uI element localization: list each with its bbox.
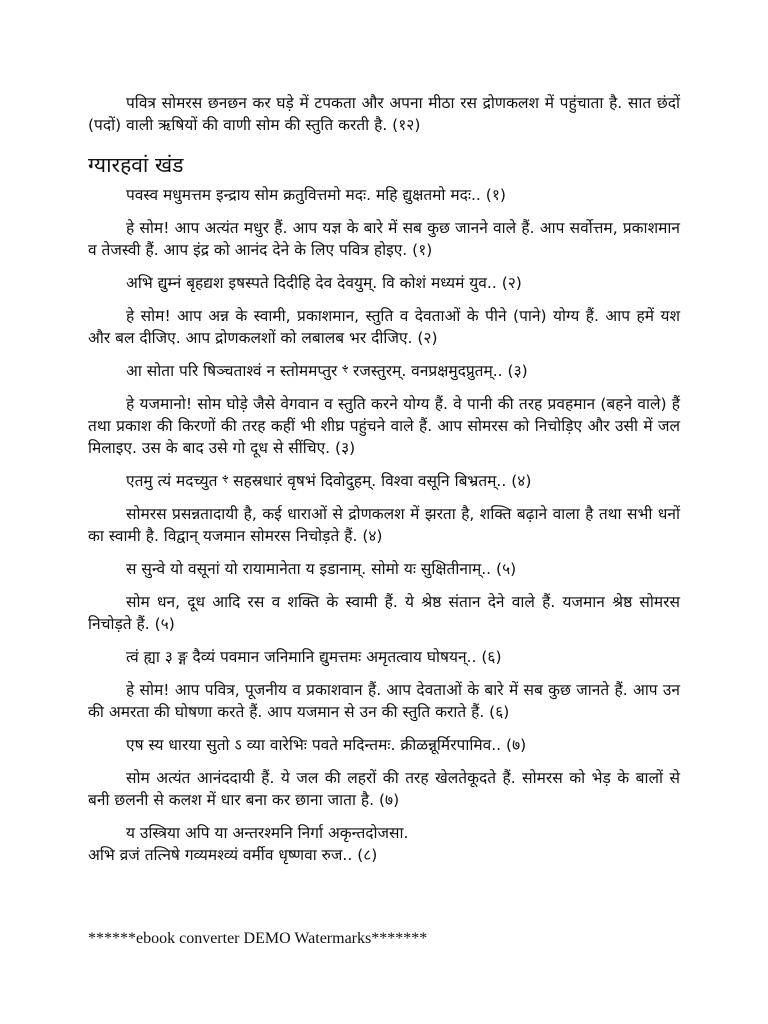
- verse-3: आ सोता परि षिञ्चताश्वं न स्तोममप्तुर ꣳ रजस्तुरम्. वनप्रक्षमुदप्रुतम्.. (३): [126, 362, 528, 380]
- verse-6: त्वं ह्या ३ ङ्ग दैव्यं पवमान जनिमानि द्युमत्तमः अमृतत्वाय घोषयन्.. (६): [126, 648, 502, 666]
- verse-8-line-2: अभि व्रजं तत्निषे गव्यमश्व्यं वर्मीव धृष्णवा रुज.. (८): [88, 846, 378, 864]
- verse-8: [88, 822, 680, 866]
- verse-8-line-1: य उस्त्रिया अपि या अन्तरश्मनि निर्गा अकृन्तदोजसा.: [126, 824, 409, 842]
- verse-4: एतमु त्यं मदच्युत ꣳ सहस्रधारं वृषभं दिवोदुहम्. विश्वा वसूनि बिभ्रतम्.. (४): [126, 472, 532, 490]
- translation-4: सोमरस प्रसन्नतादायी है, कई धाराओं से द्रोणकलश में झरता है, शक्ति बढ़ाने वाला है तथा सभी धनों का स्वामी है. विद्वान् यजमान सोमरस निचोड़ते हैं. (४): [88, 505, 680, 545]
- section-heading: ग्यारहवां खंड: [88, 153, 184, 177]
- translation-5: सोम धन, दूध आदि रस व शक्ति के स्वामी हैं. ये श्रेष्ठ संतान देने वाले हैं. यजमान श्रेष्ठ सोमरस निचोड़ते हैं. (५): [88, 593, 680, 633]
- verse-1: पवस्व मधुमत्तम इन्द्राय सोम क्रतुवित्तमो मदः. महि द्युक्षतमो मदः.. (१): [126, 186, 506, 204]
- intro-paragraph: पवित्र सोमरस छनछन कर घड़े में टपकता और अपना मीठा रस द्रोणकलश में पहुंचाता है. सात छंदों (पदों) वाली ऋषियों की वाणी सोम की स्तुति करती है. (१२): [88, 94, 680, 134]
- translation-7: सोम अत्यंत आनंददायी हैं. ये जल की लहरों की तरह खेलतेकूदते हैं. सोमरस को भेड़ के बालों से बनी छलनी से कलश में धार बना कर छाना जाता है. (७): [88, 769, 680, 809]
- verse-2: अभि द्युम्नं बृहद्यश इषस्पते दिदीहि देव देवयुम्. वि कोशं मध्यमं युव.. (२): [126, 274, 522, 292]
- translation-2: हे सोम! आप अन्न के स्वामी, प्रकाशमान, स्तुति व देवताओं के पीने (पाने) योग्य हैं. आप हमें यश और बल दीजिए. आप द्रोणकलशों को लबालब भर दीजिए. (२): [88, 307, 680, 347]
- verse-7: एष स्य धारया सुतो ऽ व्या वारेभिः पवते मदिन्तमः. क्रीळन्नूर्मिरपामिव.. (७): [126, 736, 527, 754]
- translation-6: हे सोम! आप पवित्र, पूजनीय व प्रकाशवान हैं. आप देवताओं के बारे में सब कुछ जानते हैं. आप उन की अमरता की घोषणा करते हैं. आप यजमान से उन की स्तुति कराते हैं. (६): [88, 681, 680, 721]
- translation-3: हे यजमानो! सोम घोड़े जैसे वेगवान व स्तुति करने योग्य हैं. वे पानी की तरह प्रवहमान (बहने वाले) हैं तथा प्रकाश की किरणों की तरह कहीं भी शीघ्र पहुंचने वाले हैं. आप सोमरस को निचोड़िए और उसी में जल मिलाइए. उस के बाद उसे गो दूध से सींचिए. (३): [88, 395, 680, 457]
- translation-1: हे सोम! आप अत्यंत मधुर हैं. आप यज्ञ के बारे में सब कुछ जानने वाले हैं. आप सर्वोत्तम, प्रकाशमान व तेजस्वी हैं. आप इंद्र को आनंद देने के लिए पवित्र होइए. (१): [88, 219, 680, 259]
- verse-5: स सुन्वे यो वसूनां यो रायामानेता य इडानाम्. सोमो यः सुक्षितीनाम्.. (५): [126, 560, 517, 578]
- page-content: [88, 92, 680, 866]
- demo-watermark: ******ebook converter DEMO Watermarks*******: [88, 930, 428, 947]
